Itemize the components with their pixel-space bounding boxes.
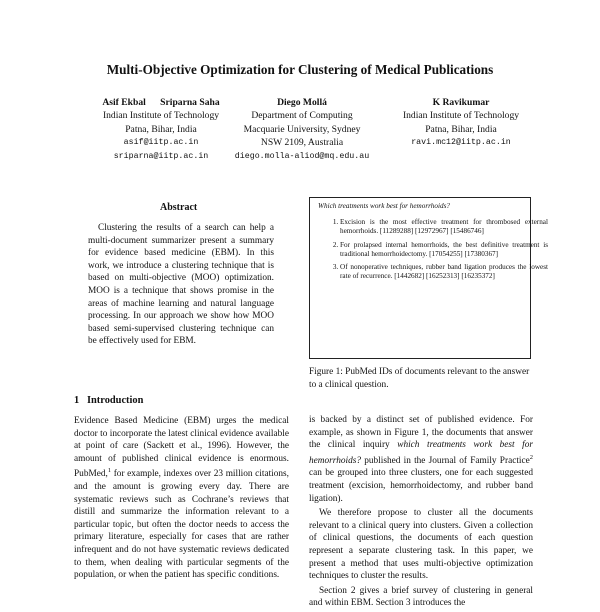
text-run: for example, indexes over 23 million citations, and the amount is growing every day. There are systematic reviews such as Cochrane’s reviews that distill and summarize the information relevant to a particular topic, but often the doctor needs to access the primary literature, especially for cases that are rather infrequent and do not have systematic reviews dedicated to them, when dealing with particular segments of the population, or when the patient has specific conditions. [74, 469, 289, 581]
intro-paragraph [309, 414, 533, 505]
author-address: Patna, Bihar, India [125, 123, 197, 135]
author-block-2 [222, 96, 382, 163]
paper-title: Multi-Objective Optimization for Clustering of Medical Publications [106, 62, 494, 77]
author-address: Patna, Bihar, India [425, 123, 497, 135]
italic-text: which treatments work best for hemorrhoids? [309, 440, 534, 466]
intro-paragraph: We therefore propose to cluster all the documents relevant to a clinical query into clusters. Given a collection of clinical questions, the documents of each question represent a separate clustering task. In this paper, we present a method that uses multi-objective optimization techniques to cluster the results. [309, 508, 533, 582]
author-email: sriparna@iitp.ac.in [113, 151, 209, 161]
author-email: ravi.mc12@iitp.ac.in [411, 138, 511, 148]
author-names: K Ravikumar [432, 97, 490, 108]
intro-paragraph [74, 415, 289, 582]
footnote-marker: 1 [107, 467, 112, 475]
figure-caption: Figure 1: PubMed IDs of documents relevant to the answer to a clinical question. [309, 367, 530, 390]
author-affiliation: Department of Computing [251, 110, 353, 122]
author-names: Asif Ekbal Sriparna Saha [102, 97, 220, 108]
intro-left-column [74, 415, 289, 582]
author-names: Diego Mollá [277, 97, 327, 108]
intro-right-column [309, 414, 533, 612]
figure-list [316, 218, 548, 286]
figure-1-box [309, 197, 548, 359]
author-email: diego.molla-aliod@mq.edu.au [234, 151, 370, 161]
intro-paragraph: Section 2 gives a brief survey of clustering in general and within EBM. Section 3 introduces the [309, 585, 533, 609]
text-run: published in the Journal of Family Practice [361, 455, 530, 466]
figure-list-item: 1. Excision is the most effective treatment for thrombosed external hemorrhoids. [11289288] [12972967] [15486746] [340, 218, 548, 237]
author-address-2: NSW 2109, Australia [260, 137, 344, 149]
figure-question: Which treatments work best for hemorrhoids? [318, 202, 450, 210]
section-heading: 1 Introduction [74, 395, 144, 406]
author-affiliation: Indian Institute of Technology [402, 110, 520, 122]
figure-list-item: 3. Of nonoperative techniques, rubber band ligation produces the lowest rate of recurrence. [1442682] [16252313] [16235372] [340, 263, 548, 282]
text-run: is backed by a distinct set of published evidence. For example, as shown in Figure 1, the documents that answer the clinical inquiry [309, 415, 533, 451]
author-email: asif@iitp.ac.in [123, 138, 199, 148]
abstract-heading: Abstract [160, 202, 198, 213]
author-block-3 [378, 96, 544, 150]
abstract-text: Clustering the results of a search can help a multi-document summarizer present a summary for evidence based medicine (EBM). In this work, we introduce a clustering technique that is based on multi-objective (MOO) optimization. MOO is a technique that shows promise in the areas of machine learning and natural language processing. In our approach we show how MOO based semi-supervised clustering technique can be effectively used for EBM. [88, 223, 274, 347]
text-run: Evidence Based Medicine (EBM) urges the medical doctor to incorporate the latest clinical evidence available at point of care (Sackett et al., 1996). However, the amount of published clinical evidence is enormous. PubMed, [74, 416, 289, 480]
author-affiliation: Indian Institute of Technology [102, 110, 220, 122]
author-address: Macquarie University, Sydney [243, 123, 361, 135]
figure-list-item: 2. For prolapsed internal hemorrhoids, the best definitive treatment is traditional hemorrhoidectomy. [17054255] [17380367] [340, 241, 548, 260]
footnote-marker: 2 [529, 453, 533, 461]
text-run: can be grouped into three clusters, one for each suggested treatment (excision, hemorrhoidectomy, and rubber band ligation). [309, 468, 533, 504]
